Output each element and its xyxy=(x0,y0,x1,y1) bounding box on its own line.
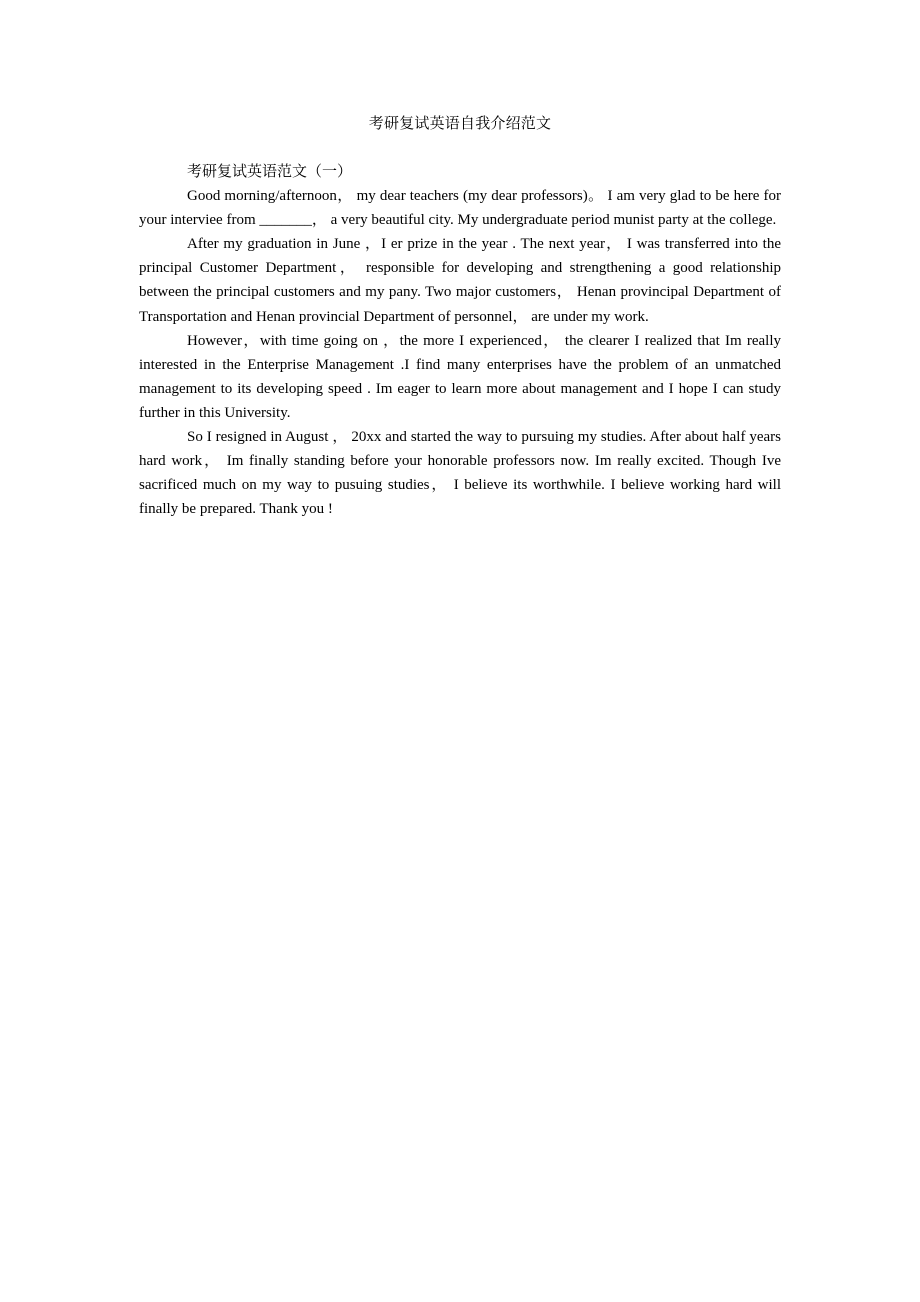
paragraph-greeting: Good morning/afternoon， my dear teachers (my dear professors)。 I am very glad to be here for your interviee from _______， a very beautiful city. My undergraduate period munist party at the college. xyxy=(139,188,781,229)
paragraph-closing: So I resigned in August ， 20xx and started the way to pursuing my studies. After about half years hard work， Im finally standing before your honorable professors now. Im really excited. Though Ive sacrificed much on my way to pusuing studies， I believe its worthwhile. I believe working hard will finally be prepared. Thank you ! xyxy=(139,429,781,518)
section-heading: 考研复试英语范文（一） xyxy=(187,164,353,180)
paragraph-work-experience: After my graduation in June ，I er prize in the year . The next year， I was transferred into the principal Customer Department， responsible for developing and strengthening a good relationship between the principal customers and my pany. Two major customers， Henan provincipal Department of Transportation and Henan provincial Department of personnel， are under my work. xyxy=(139,236,781,325)
document-title: 考研复试英语自我介绍范文 xyxy=(368,116,552,132)
document-body xyxy=(139,160,781,521)
paragraph-motivation: However，with time going on ，the more I experienced， the clearer I realized that Im really interested in the Enterprise Management .I find many enterprises have the problem of an unmatched management to its developing speed . Im eager to learn more about management and I hope I can study further in this University. xyxy=(139,332,781,421)
